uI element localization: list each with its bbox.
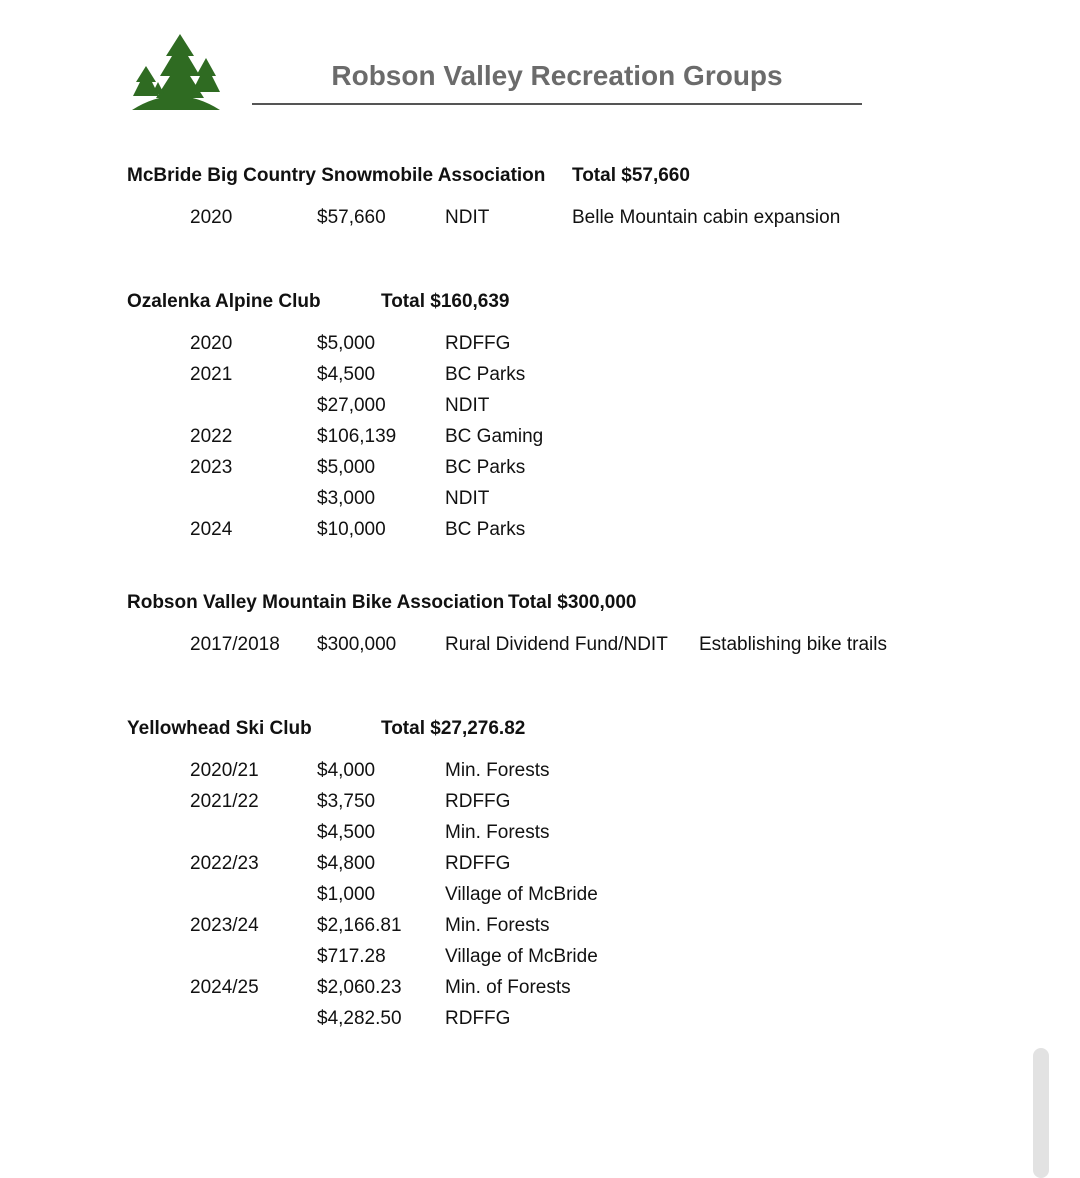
row-amount: $5,000	[317, 457, 376, 478]
row-source: Min. of Forests	[445, 977, 571, 998]
row-amount: $27,000	[317, 395, 386, 416]
row-year: 2020/21	[190, 760, 259, 781]
row-source: RDFFG	[445, 333, 511, 354]
row-year: 2024/25	[190, 977, 259, 998]
row-source: RDFFG	[445, 853, 511, 874]
row-amount: $4,000	[317, 760, 376, 781]
group-name: Yellowhead Ski Club	[127, 718, 312, 739]
row-amount: $3,750	[317, 791, 376, 812]
row-source: BC Parks	[445, 519, 526, 540]
row-amount: $5,000	[317, 333, 376, 354]
row-source: RDFFG	[445, 1008, 511, 1029]
group-total: Total $160,639	[381, 291, 510, 312]
row-year: 2022	[190, 426, 233, 447]
group-total: Total $27,276.82	[381, 718, 526, 739]
row-amount: $4,800	[317, 853, 376, 874]
row-source: BC Gaming	[445, 426, 544, 447]
row-year: 2023	[190, 457, 233, 478]
row-amount: $4,500	[317, 822, 376, 843]
row-source: Village of McBride	[445, 884, 598, 905]
row-source: NDIT	[445, 207, 490, 228]
group-total: Total $57,660	[572, 165, 690, 186]
row-year: 2023/24	[190, 915, 259, 936]
title-divider	[252, 103, 862, 105]
row-note: Establishing bike trails	[699, 634, 887, 655]
row-amount: $2,166.81	[317, 915, 402, 936]
row-amount: $106,139	[317, 426, 397, 447]
row-source: NDIT	[445, 395, 490, 416]
row-amount: $717.28	[317, 946, 386, 967]
row-year: 2021/22	[190, 791, 259, 812]
group-name: Ozalenka Alpine Club	[127, 291, 321, 312]
group-name: Robson Valley Mountain Bike Association	[127, 592, 505, 613]
row-source: Min. Forests	[445, 760, 550, 781]
row-amount: $57,660	[317, 207, 386, 228]
page-title: Robson Valley Recreation Groups	[331, 60, 783, 91]
row-source: BC Parks	[445, 364, 526, 385]
row-year: 2020	[190, 333, 233, 354]
row-year: 2021	[190, 364, 233, 385]
row-year: 2024	[190, 519, 233, 540]
row-source: NDIT	[445, 488, 490, 509]
row-amount: $10,000	[317, 519, 386, 540]
row-source: RDFFG	[445, 791, 511, 812]
tree-logo-icon	[130, 32, 222, 112]
row-year: 2017/2018	[190, 634, 280, 655]
row-amount: $4,500	[317, 364, 376, 385]
row-year: 2020	[190, 207, 233, 228]
row-source: BC Parks	[445, 457, 526, 478]
row-amount: $4,282.50	[317, 1008, 402, 1029]
row-source: Min. Forests	[445, 822, 550, 843]
row-source: Rural Dividend Fund/NDIT	[445, 634, 668, 655]
row-amount: $2,060.23	[317, 977, 402, 998]
row-source: Min. Forests	[445, 915, 550, 936]
group-total: Total $300,000	[508, 592, 637, 613]
row-amount: $1,000	[317, 884, 376, 905]
row-source: Village of McBride	[445, 946, 598, 967]
row-note: Belle Mountain cabin expansion	[572, 207, 841, 228]
scrollbar-thumb[interactable]	[1033, 1048, 1049, 1178]
row-year: 2022/23	[190, 853, 259, 874]
row-amount: $3,000	[317, 488, 376, 509]
row-amount: $300,000	[317, 634, 397, 655]
group-name: McBride Big Country Snowmobile Association	[127, 165, 546, 186]
